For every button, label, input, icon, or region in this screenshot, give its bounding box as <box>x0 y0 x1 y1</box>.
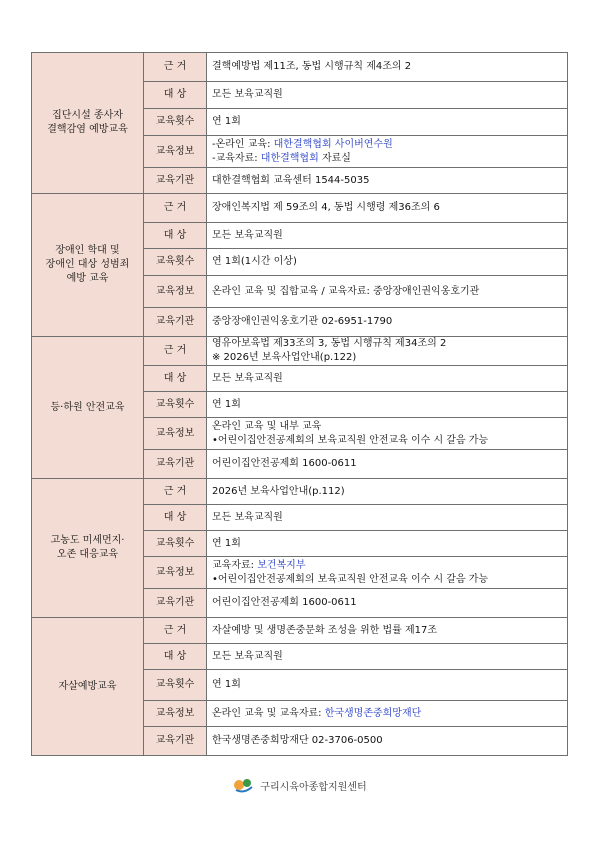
value-text: ※ 2026년 보육사업안내(p.122) <box>212 352 357 363</box>
value-line <box>212 138 562 152</box>
row-label: 교육기관 <box>144 308 207 337</box>
category-line: 장애인 학대 및 <box>55 245 120 256</box>
value-text: 연 1회(1시간 이상) <box>212 256 297 267</box>
row-value <box>207 109 568 136</box>
value-line <box>212 624 562 638</box>
row-value <box>207 308 568 337</box>
category-line: 장애인 대상 성범죄 <box>45 259 130 270</box>
value-text: 연 1회 <box>212 116 241 127</box>
row-value <box>207 644 568 670</box>
row-label: 교육횟수 <box>144 531 207 557</box>
section-category <box>32 53 144 194</box>
leaf-logo-icon <box>233 777 255 793</box>
value-text: 자살예방 및 생명존중문화 조성을 위한 법률 제17조 <box>212 624 437 636</box>
row-label: 교육정보 <box>144 701 207 727</box>
footer <box>0 775 600 795</box>
row-label: 대 상 <box>144 223 207 249</box>
value-text: 한국생명존중희망재단 02-3706-0500 <box>212 735 383 746</box>
value-text: 모든 보육교직원 <box>212 229 283 241</box>
value-line <box>212 229 562 243</box>
value-text: 온라인 교육 및 교육자료: <box>212 707 325 719</box>
row-label: 교육기관 <box>144 589 207 618</box>
value-text: 모든 보육교직원 <box>212 372 283 384</box>
row-value <box>207 531 568 557</box>
row-value <box>207 589 568 618</box>
value-line <box>212 420 562 434</box>
value-line <box>212 678 562 692</box>
row-value <box>207 168 568 194</box>
category-line: 오존 대응교육 <box>56 549 119 560</box>
value-text: •어린이집안전공제회의 보육교직원 안전교육 이수 시 갈음 가능 <box>212 434 489 446</box>
row-label: 교육횟수 <box>144 249 207 276</box>
row-value <box>207 505 568 531</box>
row-value <box>207 727 568 756</box>
row-label: 근 거 <box>144 479 207 505</box>
row-label: 대 상 <box>144 82 207 109</box>
link-text[interactable]: 한국생명존중희망재단 <box>324 707 422 719</box>
category-line: 등·하원 안전교육 <box>50 401 125 413</box>
link-text[interactable]: 대한결핵협회 사이버연수원 <box>273 138 393 150</box>
section-category <box>32 618 144 756</box>
value-line <box>212 650 562 664</box>
row-label: 대 상 <box>144 505 207 531</box>
value-text: 모든 보육교직원 <box>212 89 283 100</box>
link-text[interactable]: 대한결핵협회 <box>260 152 319 164</box>
education-table <box>31 52 568 756</box>
row-value <box>207 618 568 644</box>
row-label: 근 거 <box>144 337 207 366</box>
row-label: 교육횟수 <box>144 392 207 418</box>
row-value <box>207 670 568 701</box>
row-label: 대 상 <box>144 366 207 392</box>
table-row <box>32 53 568 82</box>
row-value <box>207 337 568 366</box>
value-line <box>212 152 562 166</box>
row-label: 근 거 <box>144 194 207 223</box>
row-label: 교육기관 <box>144 727 207 756</box>
value-text: 연 1회 <box>212 679 241 690</box>
value-line <box>212 573 562 587</box>
value-text: -온라인 교육: <box>212 138 274 150</box>
table-row <box>32 618 568 644</box>
value-line <box>212 115 562 129</box>
value-line <box>212 372 562 386</box>
value-line <box>212 337 562 351</box>
value-text: 자료실 <box>318 152 351 164</box>
value-text: 온라인 교육 및 내부 교육 <box>212 420 322 432</box>
value-text: 대한결핵협회 교육센터 1544-5035 <box>212 174 370 186</box>
row-value <box>207 450 568 479</box>
row-value <box>207 557 568 589</box>
section-category <box>32 194 144 337</box>
row-label: 교육정보 <box>144 418 207 450</box>
row-value <box>207 701 568 727</box>
footer-org-name: 구리시육아종합지원센터 <box>260 781 367 793</box>
value-text: 모든 보육교직원 <box>212 650 283 662</box>
value-text: 결핵예방법 제11조, 동법 시행규칙 제4조의 2 <box>212 61 412 72</box>
value-line <box>212 174 562 188</box>
category-line: 집단시설 종사자 <box>52 110 123 121</box>
category-line: 결핵감염 예방교육 <box>47 124 128 135</box>
value-text: •어린이집안전공제회의 보육교직원 안전교육 이수 시 갈음 가능 <box>212 573 489 585</box>
row-label: 근 거 <box>144 53 207 82</box>
row-label: 교육정보 <box>144 557 207 589</box>
value-text: 모든 보육교직원 <box>212 511 283 523</box>
row-label: 교육횟수 <box>144 670 207 701</box>
value-line <box>212 485 562 499</box>
value-text: 어린이집안전공제회 1600-0611 <box>212 597 357 608</box>
value-line <box>212 351 562 365</box>
row-value <box>207 276 568 308</box>
value-line <box>212 398 562 412</box>
value-text: -교육자료: <box>212 152 261 164</box>
row-value <box>207 53 568 82</box>
value-line <box>212 285 562 299</box>
value-text: 교육자료: <box>212 559 258 571</box>
value-text: 영유아보육법 제33조의 3, 동법 시행규칙 제34조의 2 <box>212 338 447 349</box>
value-line <box>212 734 562 748</box>
row-value <box>207 249 568 276</box>
value-line <box>212 434 562 448</box>
value-text: 연 1회 <box>212 398 241 410</box>
value-line <box>212 315 562 329</box>
row-value <box>207 223 568 249</box>
value-line <box>212 255 562 269</box>
value-text: 2026년 보육사업안내(p.112) <box>212 485 345 497</box>
row-label: 교육횟수 <box>144 109 207 136</box>
category-line: 자살예방교육 <box>58 680 117 692</box>
row-label: 근 거 <box>144 618 207 644</box>
value-line <box>212 457 562 471</box>
value-text: 어린이집안전공제회 1600-0611 <box>212 458 357 469</box>
row-value <box>207 82 568 109</box>
value-text: 연 1회 <box>212 537 241 549</box>
section-category <box>32 337 144 479</box>
value-line <box>212 201 562 215</box>
value-line <box>212 511 562 525</box>
table-row <box>32 479 568 505</box>
value-line <box>212 88 562 102</box>
value-line <box>212 60 562 74</box>
row-value <box>207 366 568 392</box>
table-row <box>32 194 568 223</box>
row-label: 교육정보 <box>144 136 207 168</box>
table-row <box>32 337 568 366</box>
row-value <box>207 136 568 168</box>
value-line <box>212 537 562 551</box>
category-line: 예방 교육 <box>66 273 109 284</box>
value-text: 중앙장애인권익옹호기관 02-6951-1790 <box>212 316 393 327</box>
category-line: 고농도 미세먼지· <box>50 535 125 546</box>
value-line <box>212 596 562 610</box>
row-value <box>207 418 568 450</box>
row-value <box>207 194 568 223</box>
row-label: 교육기관 <box>144 168 207 194</box>
row-value <box>207 392 568 418</box>
value-line <box>212 707 562 721</box>
row-label: 교육정보 <box>144 276 207 308</box>
value-line <box>212 559 562 573</box>
row-label: 교육기관 <box>144 450 207 479</box>
row-value <box>207 479 568 505</box>
link-text[interactable]: 보건복지부 <box>257 559 306 571</box>
value-text: 온라인 교육 및 집합교육 / 교육자료: 중앙장애인권익옹호기관 <box>212 285 480 297</box>
value-text: 장애인복지법 제 59조의 4, 동법 시행령 제36조의 6 <box>212 202 440 213</box>
section-category <box>32 479 144 618</box>
row-label: 대 상 <box>144 644 207 670</box>
